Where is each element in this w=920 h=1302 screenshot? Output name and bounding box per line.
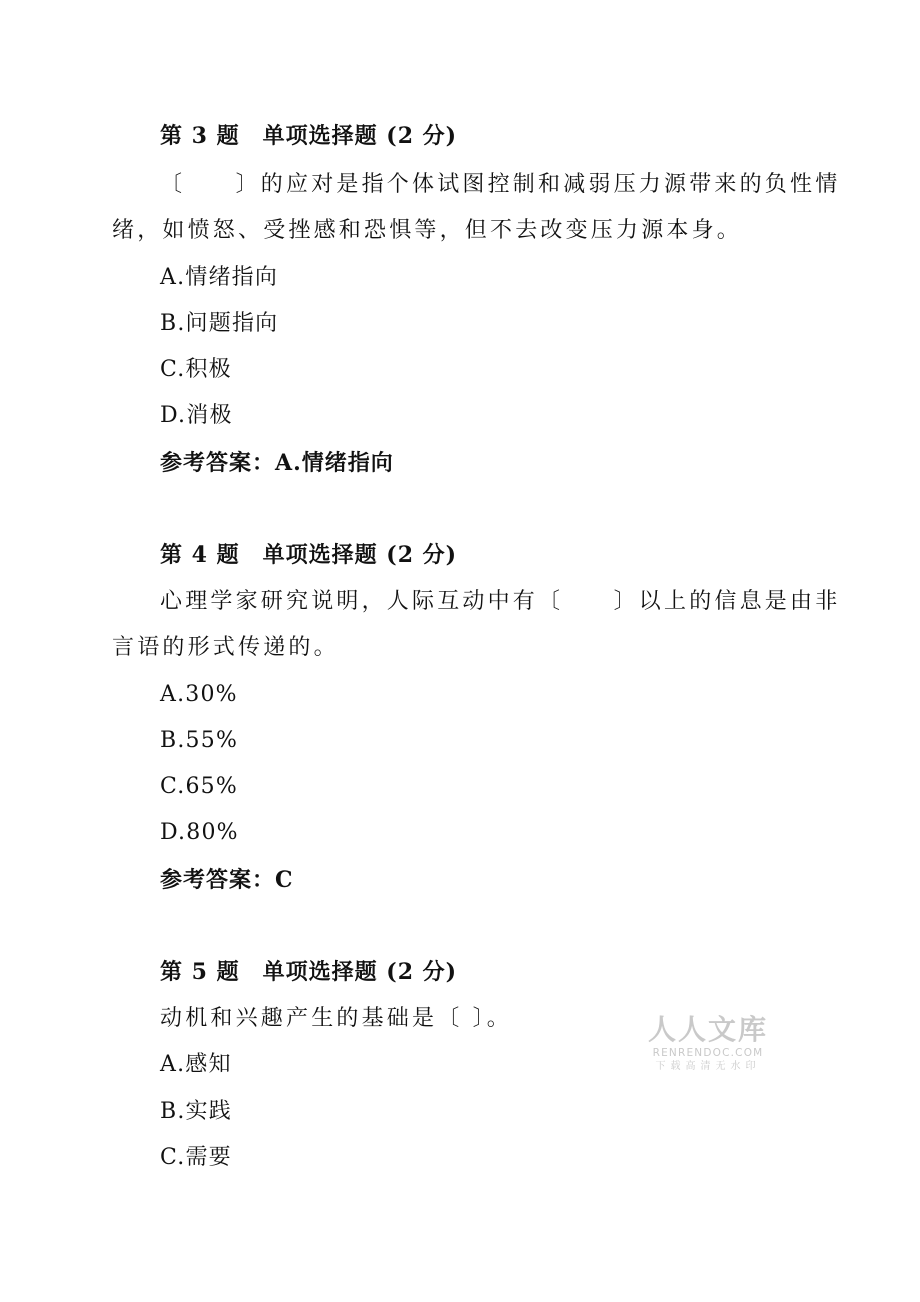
question-3-stem-line-1: 〔 〕的应对是指个体试图控制和减弱压力源带来的负性情 <box>160 172 841 197</box>
question-3-answer: 参考答案：A.情绪指向 <box>160 450 394 476</box>
question-4-stem-line-2: 言语的形式传递的。 <box>112 635 339 660</box>
question-5-option-c: C.需要 <box>160 1145 232 1170</box>
watermark-title: 人人文库 <box>647 1013 768 1046</box>
question-4-option-b: B.55% <box>160 728 239 753</box>
question-5-stem-line-1: 动机和兴趣产生的基础是〔 〕。 <box>160 1006 512 1031</box>
question-4-stem-line-1: 心理学家研究说明，人际互动中有〔 〕以上的信息是由非 <box>160 589 841 614</box>
question-5-option-a: A.感知 <box>160 1052 232 1077</box>
question-3-option-c: C.积极 <box>160 357 232 382</box>
question-3-heading: 第 3 题 单项选择题 (2 分) <box>160 123 458 149</box>
question-3-option-d: D.消极 <box>160 403 233 428</box>
question-4-option-a: A.30% <box>160 682 238 707</box>
question-4-option-c: C.65% <box>160 774 238 799</box>
question-3-option-b: B.问题指向 <box>160 311 279 336</box>
question-4-heading: 第 4 题 单项选择题 (2 分) <box>160 542 458 568</box>
question-3-option-a: A.情绪指向 <box>160 265 279 290</box>
question-4-answer: 参考答案：C <box>160 867 294 893</box>
question-3-stem-line-2: 绪，如愤怒、受挫感和恐惧等，但不去改变压力源本身。 <box>112 218 743 243</box>
question-5-heading: 第 5 题 单项选择题 (2 分) <box>160 959 458 985</box>
question-5-option-b: B.实践 <box>160 1099 232 1124</box>
watermark-domain: RENRENDOC.COM <box>652 1047 764 1059</box>
watermark-subtitle: 下载高清无水印 <box>655 1061 761 1072</box>
watermark-logo <box>644 1014 772 1074</box>
question-4-option-d: D.80% <box>160 820 239 845</box>
